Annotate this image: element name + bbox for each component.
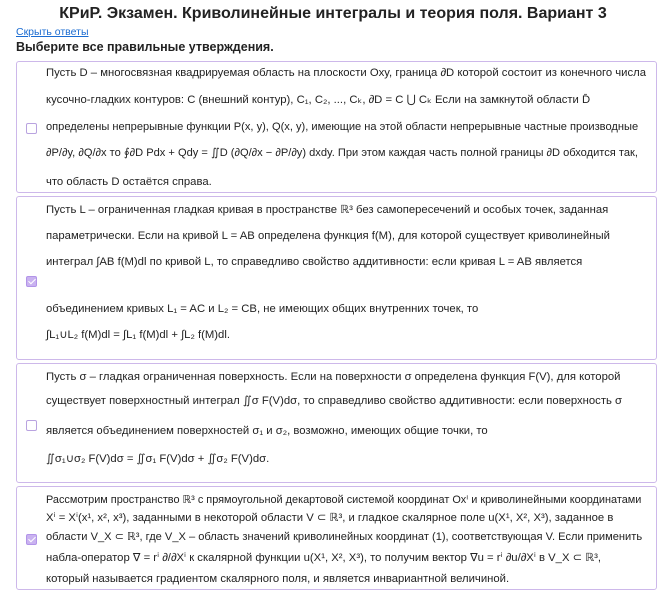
hide-answers-link[interactable]: Скрыть ответы xyxy=(16,26,89,38)
option-4-line-3: области V_X ⊂ ℝ³, где V_X – область значений криволинейных координат (1), соответствующая V. Если применить xyxy=(46,531,643,543)
option-1-line-4: ∂P/∂y, ∂Q/∂x то ∮∂D Pdx + Qdy = ∬D (∂Q/∂x − ∂P/∂y) dxdy. При этом каждая часть полной границы ∂D обходится так, xyxy=(46,147,638,159)
option-3-line-3: является объединением поверхностей σ₁ и σ₂, возможно, имеющих общие точки, то xyxy=(46,425,488,437)
option-2-line-1: Пусть L – ограниченная гладкая кривая в пространстве ℝ³ без самопересечений и особых точек, заданная xyxy=(46,204,609,216)
option-2-line-5: ∫L₁∪L₂ f(M)dl = ∫L₁ f(M)dl + ∫L₂ f(M)dl. xyxy=(46,329,230,341)
option-4-line-1: Рассмотрим пространство ℝ³ с прямоугольной декартовой системой координат Oxⁱ и криволинейными координатами xyxy=(46,494,642,506)
option-3-checkbox[interactable] xyxy=(26,420,37,431)
question-instruction: Выберите все правильные утверждения. xyxy=(16,40,274,54)
option-4-checkbox[interactable] xyxy=(26,534,37,545)
option-2-line-3: интеграл ∫AB f(M)dl по кривой L, то справедливо свойство аддитивности: если кривая L = AB является xyxy=(46,256,583,268)
option-1-line-2: кусочно-гладких контуров: C (внешний контур), C₁, C₂, ..., Cₖ, ∂D = C ⋃ Cₖ Если на замкнутой области D̄ xyxy=(46,94,591,106)
answer-option-1[interactable] xyxy=(16,61,657,193)
option-3-line-1: Пусть σ – гладкая ограниченная поверхность. Если на поверхности σ определена функция F(V), для которой xyxy=(46,371,621,383)
option-2-checkbox[interactable] xyxy=(26,276,37,287)
page-title: КРиР. Экзамен. Криволинейные интегралы и теория поля. Вариант 3 xyxy=(59,5,607,22)
answer-option-3[interactable] xyxy=(16,363,657,483)
option-4-line-4: набла-оператор ∇ = rⁱ ∂/∂Xⁱ к скалярной функции u(X¹, X², X³), то получим вектор ∇u = rⁱ ∂u/∂Xⁱ в V_X ⊂ ℝ³, xyxy=(46,552,602,564)
option-2-line-4: объединением кривых L₁ = AC и L₂ = CB, не имеющих общих внутренних точек, то xyxy=(46,303,479,315)
option-1-line-5: что область D остаётся справа. xyxy=(46,176,212,188)
option-2-line-2: параметрически. Если на кривой L = AB определена функция f(M), для которой существует криволинейный xyxy=(46,230,610,242)
option-3-line-2: существует поверхностный интеграл ∬σ F(V)dσ, то справедливо свойство аддитивности: если поверхность σ xyxy=(46,395,622,407)
option-1-line-1: Пусть D – многосвязная квадрируемая область на плоскости Oxy, граница ∂D которой состоит из конечного числа xyxy=(46,67,646,79)
answer-option-4[interactable] xyxy=(16,486,657,590)
option-4-line-5: который называется градиентом скалярного поля, и является инвариантной величиной. xyxy=(46,573,510,585)
option-1-line-3: определены непрерывные функции P(x, y), Q(x, y), имеющие на этой области непрерывные частные производные xyxy=(46,121,639,133)
answer-option-2[interactable] xyxy=(16,196,657,360)
option-3-line-4: ∬σ₁∪σ₂ F(V)dσ = ∬σ₁ F(V)dσ + ∬σ₂ F(V)dσ. xyxy=(46,453,270,465)
option-4-line-2: Xⁱ = Xⁱ(x¹, x², x³), заданными в некоторой области V ⊂ ℝ³, и гладкое скалярное поле u(X¹, X², X³), заданное в xyxy=(46,512,614,524)
option-1-checkbox[interactable] xyxy=(26,123,37,134)
